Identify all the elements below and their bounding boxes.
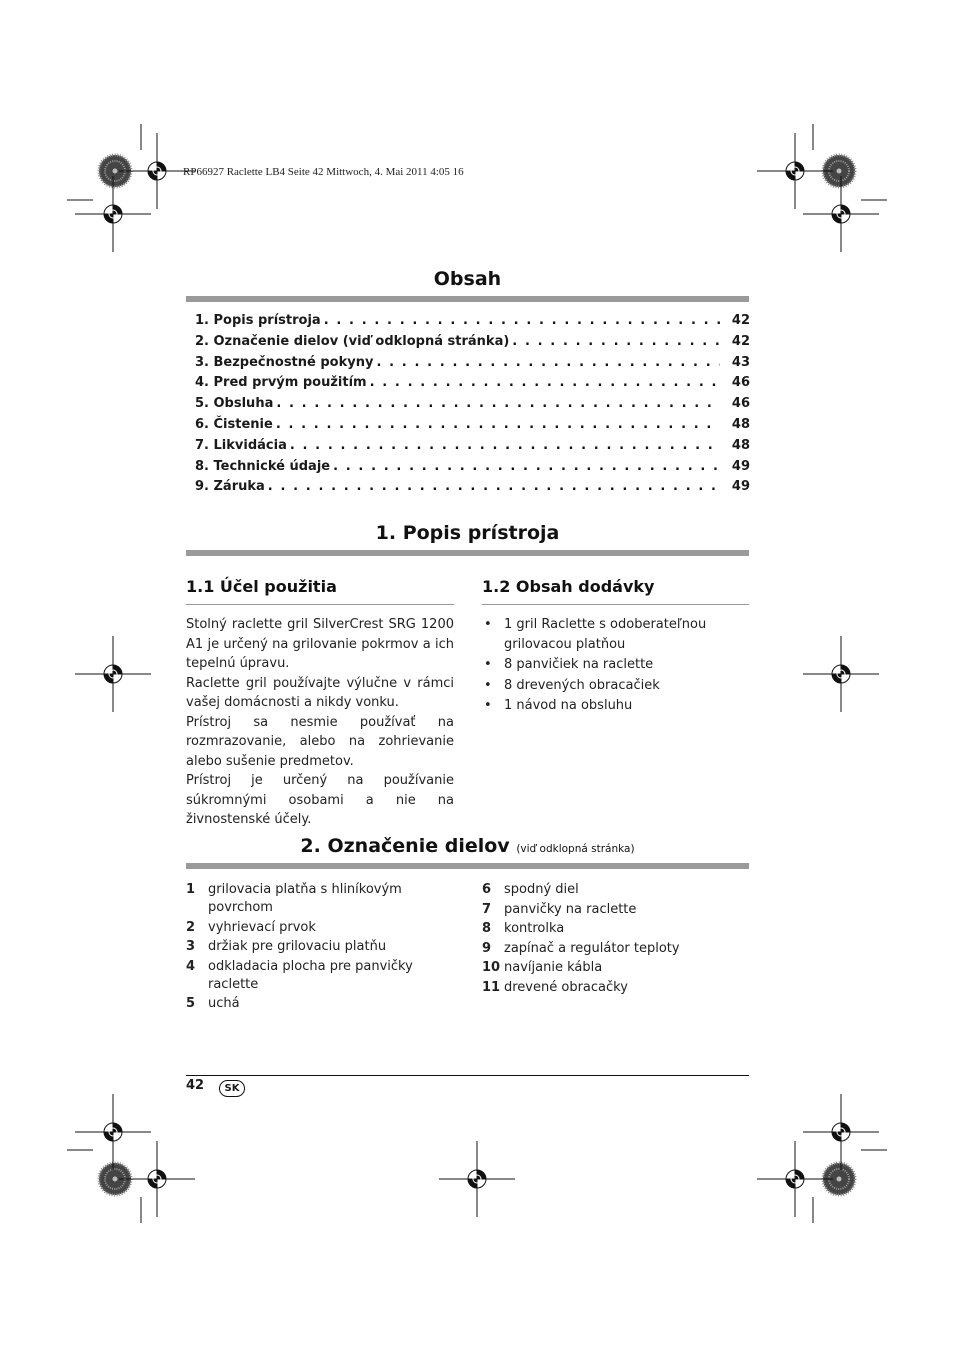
toc-entry[interactable]: 1. Popis prístroja . . . 42: [195, 313, 750, 334]
part-item: 6 spodný diel: [482, 882, 579, 897]
part-item: 1 grilovacia platňa s hliníkovým povrchom: [186, 882, 402, 915]
registration-mark-bottom-left-1: [119, 1141, 195, 1217]
section-2-heading: [186, 835, 749, 857]
page-number: 42: [186, 1078, 205, 1093]
toc-entry[interactable]: 8. Technické údaje . . . 49: [195, 459, 750, 480]
registration-mark-mid-right: [803, 636, 879, 712]
paragraph: Stolný raclette gril SilverCrest SRG 1200 A1 je určený na grilovanie pokrmov a ich tepelnú úpravu.: [186, 617, 454, 671]
paragraph: Prístroj sa nesmie používať na rozmrazovanie, alebo na zohrievanie alebo sušenie predmetov.: [186, 714, 454, 769]
part-item: 10 navíjanie kábla: [482, 960, 603, 975]
list-item: • 1 návod na obsluhu: [484, 698, 633, 713]
list-item: • 8 panvičiek na raclette: [484, 657, 654, 672]
toc-entry[interactable]: 9. Záruka . . . 49: [195, 479, 750, 500]
paragraph: Prístroj je určený na používanie súkromnými osobami a nie na živnostenské účely.: [186, 773, 454, 827]
toc-entry[interactable]: 4. Pred prvým použitím . . . 46: [195, 375, 750, 396]
list-item: • 1 gril Raclette s odoberateľnou grilovacou platňou: [484, 617, 707, 652]
language-badge: SK: [219, 1080, 245, 1097]
section-2-title: 2. Označenie dielov: [300, 835, 510, 857]
print-info-line: RP66927 Raclette LB4 Seite 42 Mittwoch, 4. Mai 2011 4:05 16: [183, 166, 464, 178]
registration-mark-bottom-left-2: [75, 1094, 151, 1170]
part-item: 2 vyhrievací prvok: [186, 919, 316, 935]
part-item: 7 panvičky na raclette: [482, 901, 637, 917]
toc-title-rule: [186, 296, 749, 302]
toc-entry[interactable]: 5. Obsluha . . . 46: [195, 396, 750, 417]
package-contents-list: [482, 615, 722, 717]
part-item: 11 drevené obracačky: [482, 979, 628, 995]
part-item: 5 uchá: [186, 996, 240, 1011]
toc-entry[interactable]: 7. Likvidácia . . . 48: [195, 438, 750, 459]
registration-mark-top-left-2: [75, 176, 151, 252]
paragraph: Raclette gril používajte výlučne v rámci vašej domácnosti a nikdy vonku.: [186, 675, 454, 710]
section-2-rule: [186, 863, 749, 869]
subsection-1-1-heading: 1.1 Účel použitia: [186, 577, 337, 596]
parts-list-right: [482, 881, 749, 998]
part-item: 9 zapínač a regulátor teploty: [482, 940, 680, 956]
subsection-1-2-rule: [482, 604, 749, 605]
list-item: • 8 drevených obracačiek: [484, 677, 660, 693]
section-1-rule: [186, 550, 749, 556]
registration-mark-bottom-center: [439, 1141, 515, 1217]
intended-use-text: [186, 615, 454, 830]
registration-mark-top-right-1: [757, 133, 833, 209]
toc-entry[interactable]: 2. Označenie dielov (viď odklopná stránka) . . . 42: [195, 334, 750, 355]
subsection-1-1-rule: [186, 604, 454, 605]
part-item: 4 odkladacia plocha pre panvičky raclette: [186, 958, 413, 992]
footer-rule: [186, 1075, 749, 1076]
table-of-contents: [195, 313, 750, 500]
section-2-subtitle: (viď odklopná stránka): [516, 843, 635, 855]
section-1-heading: 1. Popis prístroja: [375, 522, 560, 544]
subsection-1-2-heading: 1.2 Obsah dodávky: [482, 577, 655, 596]
parts-list-left: [186, 881, 436, 1015]
registration-mark-top-right-2: [803, 176, 879, 252]
registration-mark-bottom-right-2: [803, 1094, 879, 1170]
registration-mark-mid-left: [75, 636, 151, 712]
registration-mark-bottom-right-1: [757, 1141, 833, 1217]
toc-title: Obsah: [433, 268, 502, 290]
part-item: 8 kontrolka: [482, 921, 565, 936]
toc-entry[interactable]: 6. Čistenie . . . 48: [195, 417, 750, 438]
toc-entry[interactable]: 3. Bezpečnostné pokyny . . . 43: [195, 355, 750, 376]
part-item: 3 držiak pre grilovaciu platňu: [186, 939, 387, 954]
